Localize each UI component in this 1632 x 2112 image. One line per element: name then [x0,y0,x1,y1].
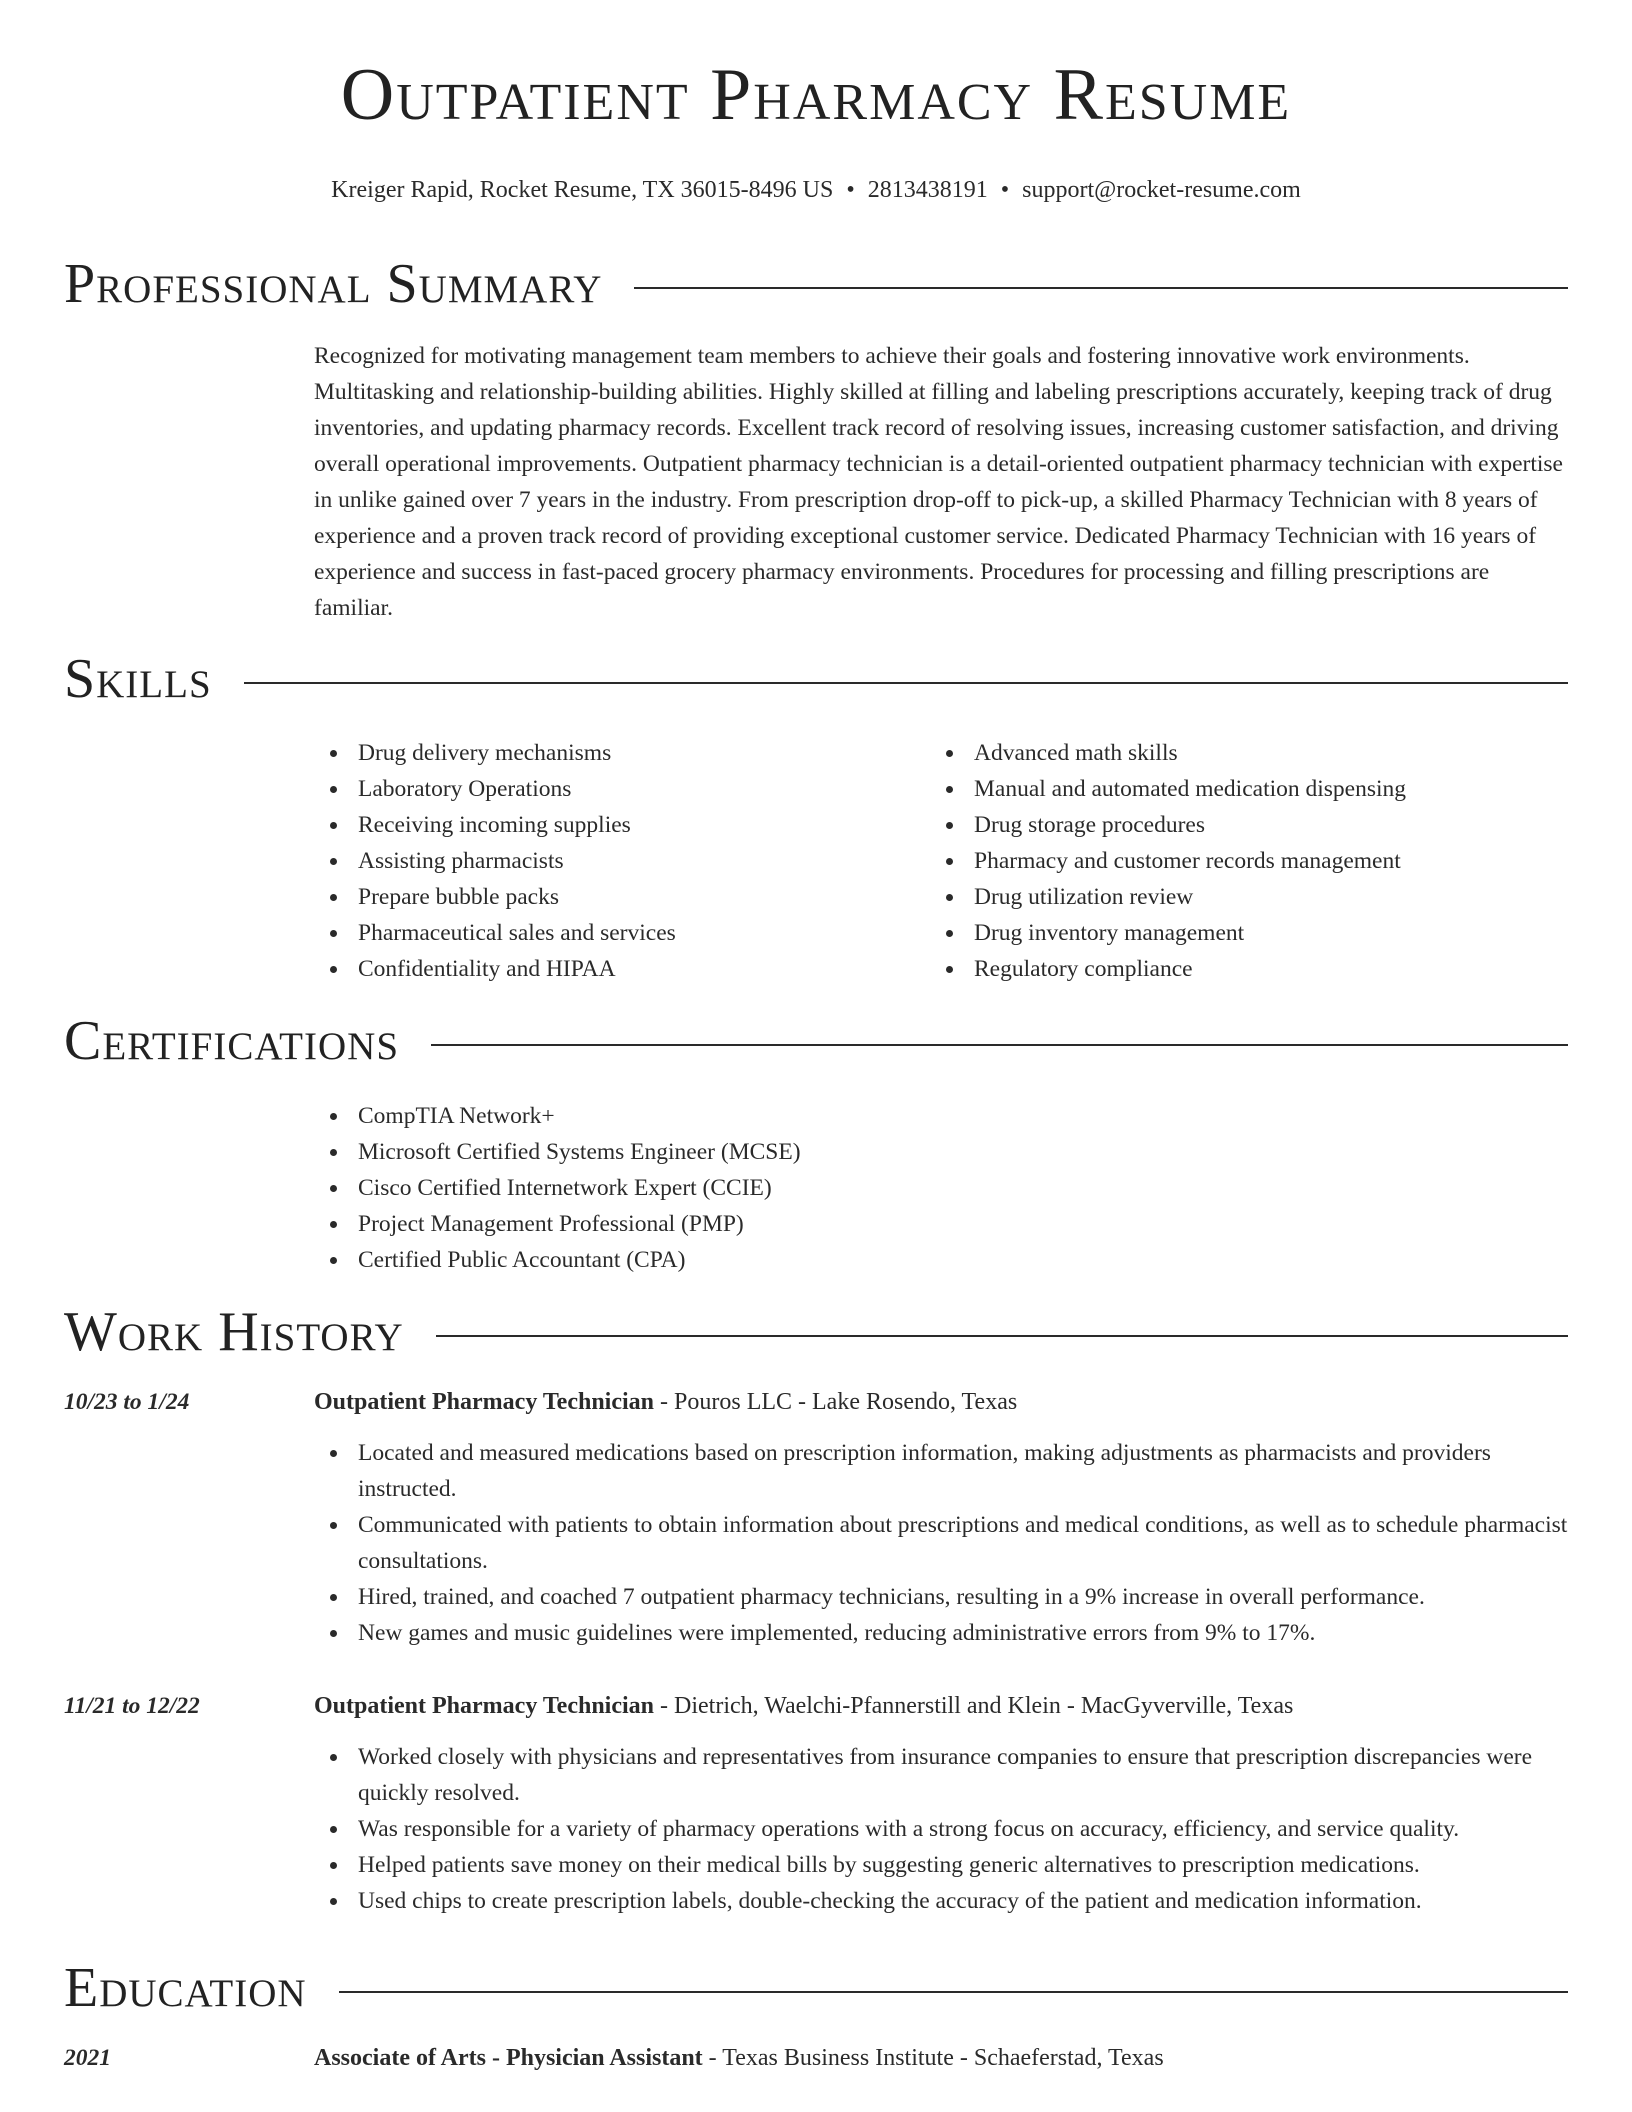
job-bullet-list [314,1435,1568,1651]
job-dates: 10/23 to 1/24 [64,1389,190,1415]
work-history-section-header [64,1301,1568,1363]
summary-heading: Professional Summary [64,253,603,315]
job-role: Outpatient Pharmacy Technician [314,1693,655,1719]
section-divider [339,1991,1568,1993]
work-history-heading: Work History [64,1301,404,1363]
job-bullet: Located and measured medications based on prescription information, making adjustments as pharmacists and providers instructed. [314,1435,1568,1507]
skill-item: Regulatory compliance [930,951,1570,987]
skills-list-left [314,735,914,987]
summary-text: Recognized for motivating management team members to achieve their goals and fostering innovative work environments. Multitasking and relationship-building abilities. Highly skilled at filling and labeling prescriptions accurately, keeping track of drug inventories, and updating pharmacy records. Excellent track record of resolving issues, increasing customer satisfaction, and driving overall operational improvements. Outpatient pharmacy technician is a detail-oriented outpatient pharmacy technician with expertise in unlike gained over 7 years in the industry. From prescription drop-off to pick-up, a skilled Pharmacy Technician with 8 years of experience and a proven track record of providing exceptional customer service. Dedicated Pharmacy Technician with 16 years of experience and success in fast-paced grocery pharmacy environments. Procedures for processing and filling prescriptions are familiar. [314,343,1563,621]
education-degree: Associate of Arts - Physician Assistant [314,2045,703,2071]
certification-item: Project Management Professional (PMP) [314,1206,1568,1242]
section-divider [244,682,1568,684]
job-bullet-list [314,1739,1568,1919]
skill-item: Pharmacy and customer records management [930,843,1570,879]
certification-item: Microsoft Certified Systems Engineer (MCSE) [314,1134,1568,1170]
contact-address: Kreiger Rapid, Rocket Resume, TX 36015-8496 US [331,177,834,203]
contact-line [0,176,1632,205]
skill-item: Confidentiality and HIPAA [314,951,914,987]
certifications-section-header [64,1010,1568,1072]
job-bullet: New games and music guidelines were implemented, reducing administrative errors from 9% to 17%. [314,1615,1568,1651]
skills-section-header [64,648,1568,710]
job-bullet: Helped patients save money on their medical bills by suggesting generic alternatives to prescription medications. [314,1847,1568,1883]
skill-item: Pharmaceutical sales and services [314,915,914,951]
skill-item: Manual and automated medication dispensing [930,771,1570,807]
contact-separator: • [846,177,855,203]
certification-item: CompTIA Network+ [314,1098,1568,1134]
contact-email[interactable]: support@rocket-resume.com [1022,177,1301,203]
job-bullet: Used chips to create prescription labels, double-checking the accuracy of the patient and medication information. [314,1883,1568,1919]
job-bullet: Communicated with patients to obtain information about prescriptions and medical conditions, as well as to schedule pharmacist consultations. [314,1507,1568,1579]
skill-item: Receiving incoming supplies [314,807,914,843]
education-section-header [64,1957,1568,2019]
section-divider [436,1335,1568,1337]
skill-item: Prepare bubble packs [314,879,914,915]
job-employer-location: - Pouros LLC - Lake Rosendo, Texas [654,1389,1018,1415]
job-employer-location: - Dietrich, Waelchi-Pfannerstill and Klein - MacGyverville, Texas [654,1693,1294,1719]
education-heading: Education [64,1957,307,2019]
certifications-heading: Certifications [64,1010,400,1072]
resume-title: Outpatient Pharmacy Resume [340,54,1292,136]
job-bullet: Worked closely with physicians and representatives from insurance companies to ensure that prescription discrepancies were quickly resolved. [314,1739,1568,1811]
job-bullet: Was responsible for a variety of pharmacy operations with a strong focus on accuracy, efficiency, and service quality. [314,1811,1568,1847]
section-divider [634,287,1568,289]
education-heading-line [314,2040,1568,2076]
job-bullet: Hired, trained, and coached 7 outpatient pharmacy technicians, resulting in a 9% increase in overall performance. [314,1579,1568,1615]
contact-separator: • [1000,177,1010,203]
job-heading [314,1688,1568,1724]
certification-item: Cisco Certified Internetwork Expert (CCIE) [314,1170,1568,1206]
job-role: Outpatient Pharmacy Technician [314,1389,655,1415]
education-school-location: - Texas Business Institute - Schaeferstad, Texas [702,2045,1164,2071]
job-dates: 11/21 to 12/22 [64,1693,200,1719]
summary-section-header [64,253,1568,315]
skills-list-right [930,735,1570,987]
skills-heading: Skills [64,648,212,710]
education-year: 2021 [64,2045,111,2071]
skill-item: Advanced math skills [930,735,1570,771]
contact-phone[interactable]: 2813438191 [867,177,988,203]
certifications-list [314,1098,1568,1278]
skill-item: Assisting pharmacists [314,843,914,879]
certification-item: Certified Public Accountant (CPA) [314,1242,1568,1278]
skill-item: Drug delivery mechanisms [314,735,914,771]
section-divider [431,1044,1568,1046]
skill-item: Drug storage procedures [930,807,1570,843]
skill-item: Drug inventory management [930,915,1570,951]
job-heading [314,1384,1568,1420]
skill-item: Drug utilization review [930,879,1570,915]
skill-item: Laboratory Operations [314,771,914,807]
